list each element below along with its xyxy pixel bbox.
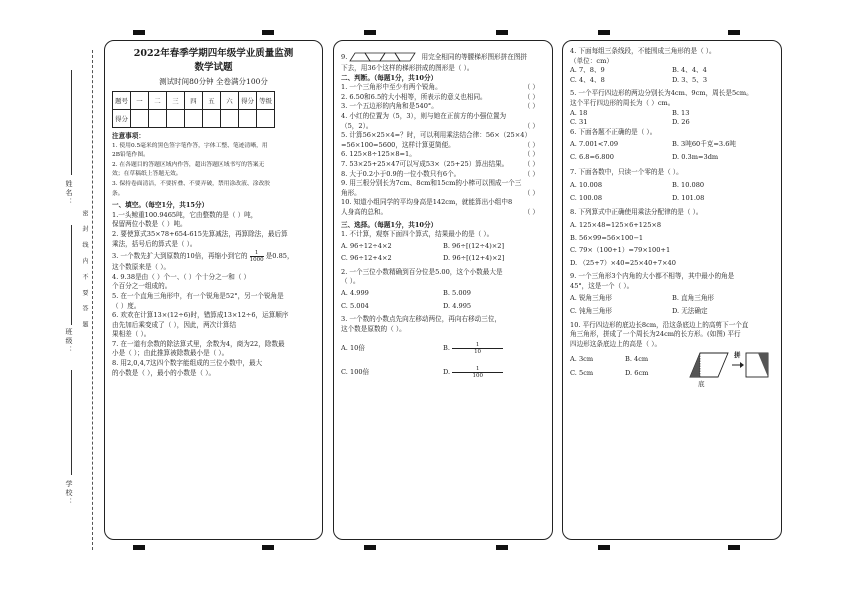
option[interactable]: B. 96÷[(12÷4)×2] — [443, 241, 505, 250]
registration-mark — [598, 30, 610, 35]
answer-paren[interactable]: （ ） — [523, 83, 539, 92]
question-text: 是0.85， — [265, 252, 294, 261]
judge-text: 9. 用三根分别长为7cm、8cm和15cm的小棒可以围成一个三 — [341, 179, 522, 188]
note-line: 1. 使用0.5毫米的黑色签字笔作答，字体工整、笔迹清晰，用 — [112, 142, 268, 149]
option[interactable]: A. 7、8、9 — [570, 66, 605, 75]
option-row — [570, 109, 774, 119]
question-line: 角三角形，拼成了一个周长为24cm的长方形。(如图) 平行 — [570, 330, 741, 339]
question-line: 3. 一个数的小数点先向左移动两位，再向右移动三位， — [341, 315, 502, 324]
option[interactable]: B. 4cm — [625, 355, 649, 364]
question-line: 6. 下面各题不正确的是（ ）。 — [570, 127, 657, 136]
option[interactable]: D. 96÷[(12+4)×2] — [443, 254, 505, 263]
score-cell[interactable] — [203, 110, 221, 128]
option[interactable] — [443, 340, 545, 356]
option[interactable]: D. 4.995 — [443, 301, 472, 310]
page-panel-3 — [562, 40, 782, 540]
note-line: 条。 — [112, 190, 124, 197]
option[interactable]: B. 10.080 — [672, 181, 705, 190]
registration-mark — [728, 545, 740, 550]
fraction-numerator: 1 — [452, 366, 503, 373]
judge-text: 1. 一个三角形中至少有两个锐角。 — [341, 83, 442, 92]
fraction-numerator: 1 — [452, 342, 503, 349]
answer-paren[interactable]: （ ） — [523, 140, 539, 149]
question-line: 果相差（ ）。 — [112, 330, 151, 339]
option[interactable]: A. 125×48=125×6+125×8 — [570, 220, 662, 229]
option[interactable]: B. 13 — [672, 108, 690, 117]
option-row — [341, 254, 545, 264]
option[interactable] — [443, 364, 545, 380]
score-table — [112, 91, 275, 128]
option[interactable]: C. 6.8=6.800 — [570, 152, 614, 161]
answer-paren[interactable]: （ ） — [523, 169, 539, 178]
question-text: 用完全相同的等腰梯形图形拼在图拼 — [421, 53, 528, 61]
question-line: 6. 欢欢在计算13×(12÷6)时，错算成13×12÷6，运算顺序 — [112, 311, 289, 320]
score-header: 五 — [203, 92, 221, 110]
option-row — [570, 181, 774, 191]
answer-paren[interactable]: （ ） — [523, 121, 539, 130]
name-line — [71, 70, 72, 175]
exam-subtitle: 数学试题 — [194, 62, 233, 73]
judge-item — [341, 189, 545, 199]
question-line-with-figure — [341, 50, 545, 64]
score-row-label: 得分 — [113, 110, 131, 128]
option-row — [570, 355, 680, 365]
answer-paren[interactable]: （ ） — [523, 188, 539, 197]
option[interactable]: C. 79×（100+1）=79×100+1 — [570, 246, 671, 255]
question-line: 个百分之一组成的。 — [112, 282, 172, 291]
option-row — [570, 294, 774, 304]
score-cell[interactable] — [167, 110, 185, 128]
question-line: 7. 下面各数中，只读一个零的是（ ）。 — [570, 167, 683, 176]
answer-paren[interactable]: （ ） — [523, 207, 539, 216]
option-row — [341, 302, 545, 312]
option[interactable]: B. 4、4、4 — [672, 66, 707, 75]
option-row — [570, 194, 774, 204]
registration-mark — [262, 30, 274, 35]
school-line — [71, 370, 72, 475]
judge-item — [341, 131, 545, 141]
judge-item — [341, 93, 545, 103]
question-line: 由先加后乘变成了（ ），因此，两次计算结 — [112, 320, 237, 329]
school-label: 学校： — [65, 480, 73, 507]
notes-title: 注意事项： — [112, 132, 145, 140]
registration-mark — [496, 545, 508, 550]
seal-line-text: 密 封 线 内 不 要 答 题 — [81, 210, 88, 332]
option[interactable]: D. 3、5、3 — [672, 75, 708, 84]
exam-title: 2022年春季学期四年级学业质量监测 — [133, 48, 294, 59]
option[interactable]: B. 56×99=56×100−1 — [570, 233, 644, 242]
question-line: 1. 不计算，观察下面四个算式，结果最小的是（ ）。 — [341, 230, 494, 239]
fraction-denominator: 100 — [472, 372, 484, 379]
note-line: 效；在草稿纸上答题无效。 — [112, 171, 182, 178]
registration-mark — [262, 545, 274, 550]
option-row — [341, 364, 545, 380]
score-cell[interactable] — [149, 110, 167, 128]
answer-paren[interactable]: （ ） — [523, 150, 539, 159]
option[interactable]: C. 100.08 — [570, 193, 603, 202]
seal-line — [92, 50, 93, 550]
option[interactable] — [341, 364, 443, 380]
score-cell[interactable] — [221, 110, 239, 128]
option[interactable] — [341, 340, 443, 356]
question-line: 7. 在一道有余数的除法算式里，余数为4，商为22，除数最 — [112, 339, 285, 348]
judge-text: 4. 小红的位置为（5，3），则与她在正前方的小强位置为 — [341, 111, 507, 120]
score-cell[interactable] — [257, 110, 275, 128]
score-header: 得分 — [239, 92, 257, 110]
question-line: 1.一头鲸重100.9465吨，它由整数的是（ ）吨， — [112, 210, 258, 219]
question-line: 这个数原来是（ ）。 — [112, 263, 171, 272]
page-panel-2 — [333, 40, 553, 540]
score-row — [113, 110, 275, 128]
question-line: （ ）度。 — [112, 301, 141, 310]
option-row — [570, 140, 774, 150]
class-label: 班级： — [65, 328, 73, 355]
note-line: 3. 保持卷面清洁，不要折叠、不要弄破，禁用涂改液、涂改胶 — [112, 180, 271, 187]
fraction — [452, 342, 503, 355]
judge-text: 7. 53×25+25×47可以写成53×（25+25）算出结果。 — [341, 159, 509, 168]
option[interactable]: C. 31 — [570, 118, 588, 127]
option[interactable]: D. （25+7）×40=25×40+7×40 — [570, 258, 676, 267]
section-judge-title: 二、判断。（每题1分，共10分） — [341, 73, 438, 82]
score-header: 四 — [185, 92, 203, 110]
score-header: 三 — [167, 92, 185, 110]
note-line: 2B铅笔作图。 — [112, 152, 149, 159]
option-text: D. — [443, 368, 451, 377]
score-header: 题号 — [113, 92, 131, 110]
option[interactable]: D. 无法确定 — [672, 307, 708, 316]
judge-item — [341, 83, 545, 93]
class-line — [71, 225, 72, 325]
question-line: 4. 9.38是由（ ）个一、（ ）个十分之一和（ ） — [112, 272, 251, 281]
question-line: 这个数是原数的（ ）。 — [341, 324, 406, 333]
judge-item — [341, 179, 545, 189]
binding-sidebar — [40, 40, 100, 560]
answer-paren[interactable]: （ ） — [523, 92, 539, 101]
option-row — [570, 66, 774, 76]
page-panel-1 — [104, 40, 323, 540]
judge-text: 2. 6.50和6.5的大小相等，所表示的意义也相同。 — [341, 92, 487, 101]
question-line: 5. 在一个直角三角形中，有一个锐角是52°，另一个锐角是 — [112, 291, 284, 300]
option[interactable]: C. 5cm — [570, 369, 594, 378]
registration-mark — [364, 545, 376, 550]
option[interactable]: A. 10.008 — [570, 181, 603, 190]
fraction — [452, 366, 503, 379]
option-text: A. 10倍 — [341, 344, 365, 353]
score-header: 一 — [131, 92, 149, 110]
question-line: 这个平行四边形的周长为（ ）cm。 — [570, 98, 675, 107]
judge-text: 3. 一个五边形的内角和是540°。 — [341, 102, 438, 111]
option-row — [341, 340, 545, 356]
score-header-row — [113, 92, 275, 110]
judge-item — [341, 112, 545, 122]
score-header: 等级 — [257, 92, 275, 110]
registration-mark — [598, 545, 610, 550]
registration-mark — [364, 30, 376, 35]
section-choice-title: 三、选择。（每题1分，共10分） — [341, 220, 438, 229]
question-line: 乘法，括号后的算式是（ ）。 — [112, 239, 197, 248]
answer-paren[interactable]: （ ） — [523, 102, 539, 111]
question-line: （ ）。 — [341, 277, 360, 286]
fraction-denominator: 10 — [474, 348, 482, 355]
judge-text: （5，2）。 — [341, 121, 373, 130]
question-line: 45°，这是一个（ ）。 — [570, 281, 634, 290]
figure-label-base: 底 — [698, 380, 705, 389]
judge-text: 角形。 — [341, 188, 361, 197]
judge-item — [341, 150, 545, 160]
question-line: （单位：cm） — [570, 56, 613, 65]
option-text: C. 100倍 — [341, 368, 370, 377]
option[interactable]: A. 7.001<7.09 — [570, 140, 619, 149]
question-line: 8. 用2,0,4,7这四个数字能组成的三位小数中，最大 — [112, 359, 263, 368]
option[interactable]: C. 5.004 — [341, 301, 369, 310]
option[interactable]: A. 96÷12÷4×2 — [341, 241, 392, 250]
option-row — [570, 76, 774, 86]
option[interactable]: C. 96÷12+4×2 — [341, 254, 392, 263]
question-text: 3. 一个数先扩大到原数的10倍，再缩小到它的 — [112, 252, 248, 261]
option[interactable]: A. 锐角三角形 — [570, 294, 612, 303]
question-number: 9. — [341, 53, 348, 61]
judge-item — [341, 208, 545, 218]
fraction-denominator: 1000 — [249, 256, 264, 263]
option[interactable]: A. 18 — [570, 108, 588, 117]
question-line-with-fraction — [112, 249, 315, 263]
question-line: 2. 要使算式35×78+654-615先算减法，再算除法，最后算 — [112, 229, 288, 238]
question-line: 小是（ ）；由此推算被除数最小是（ ）。 — [112, 349, 229, 358]
option-row — [570, 118, 774, 128]
judge-text: 6. 125×8÷125×8=1。 — [341, 150, 416, 159]
option-row — [341, 242, 545, 252]
question-line: 的小数是（ ），最小的小数是（ ）。 — [112, 368, 216, 377]
question-line: 4. 下面每组三条线段，不能围成三角形的是（ ）。 — [570, 47, 716, 55]
option[interactable]: C. 4、4、8 — [570, 75, 605, 84]
score-cell[interactable] — [131, 110, 149, 128]
judge-item — [341, 122, 545, 132]
note-line: 2. 在各题目的答题区域内作答，超出答题区域书写的答案无 — [112, 161, 265, 168]
question-line: 四边形这条底边上的高是（ ）。 — [570, 339, 662, 348]
score-cell[interactable] — [185, 110, 203, 128]
option[interactable]: D. 101.08 — [672, 193, 705, 202]
question-line: 9. 一个三角形3个内角的大小都不相等，其中最小的角是 — [570, 272, 735, 281]
score-cell[interactable] — [239, 110, 257, 128]
judge-text: 8. 大于0.2小于0.9的一位小数只有6个。 — [341, 169, 461, 178]
option[interactable]: A. 3cm — [570, 355, 594, 364]
judge-text: 人身高的总和。 — [341, 207, 388, 216]
judge-text: 10. 知道小组同学的平均身高是142cm，就能算出小组中8 — [341, 198, 513, 207]
option[interactable]: B. 3吨60千克=3.6吨 — [672, 140, 737, 149]
question-line: 下去，用36个这样的梯形拼成的图形是（ ）。 — [341, 64, 474, 72]
name-label: 姓名： — [65, 180, 73, 207]
question-line: 8. 下列算式中正确使用乘法分配律的是（ ）。 — [570, 208, 703, 217]
answer-paren[interactable]: （ ） — [523, 159, 539, 168]
registration-mark — [133, 30, 145, 35]
figure-label-combine: 拼 — [734, 351, 741, 360]
judge-item — [341, 198, 545, 208]
judge-item — [341, 141, 545, 151]
question-line: 2. 一个三位小数精确到百分位是5.00，这个小数最大是 — [341, 267, 503, 276]
score-header: 二 — [149, 92, 167, 110]
option[interactable]: A. 4.999 — [341, 289, 369, 298]
fraction-numerator: 1 — [250, 250, 264, 257]
score-header: 六 — [221, 92, 239, 110]
option[interactable]: C. 钝角三角形 — [570, 307, 612, 316]
registration-mark — [728, 30, 740, 35]
judge-item — [341, 102, 545, 112]
question-line: 10. 平行四边形的底边长8cm，沿这条底边上的高剪下一个直 — [570, 320, 749, 329]
option[interactable]: D. 26 — [672, 118, 690, 127]
option[interactable]: B. 直角三角形 — [672, 294, 715, 303]
option-row — [341, 289, 545, 299]
question-line: 保留两位小数是（ ）吨。 — [112, 220, 187, 229]
registration-mark — [496, 30, 508, 35]
option[interactable]: B. 5.009 — [443, 289, 471, 298]
fraction — [250, 250, 264, 263]
option-row — [570, 153, 774, 163]
judge-text: 5. 计算56×25×4=？时，可以利用乘法结合律：56×（25×4） — [341, 131, 532, 140]
judge-item — [341, 160, 545, 170]
trapezoid-chain-figure — [349, 52, 419, 62]
exam-meta: 测试时间80分钟 全卷满分100分 — [159, 77, 268, 86]
judge-text: =56×100=5600，这样计算更简便。 — [341, 140, 455, 149]
option-text: B. — [443, 344, 450, 353]
option-row — [570, 307, 774, 317]
option-row — [570, 369, 680, 379]
option[interactable]: D. 6cm — [625, 369, 649, 378]
q10-answer-area — [570, 349, 774, 391]
section-fill-in-title: 一、填空。（每空1分，共15分） — [112, 201, 209, 210]
option[interactable]: D. 0.3m=3dm — [672, 152, 719, 161]
judge-item — [341, 170, 545, 180]
question-line: 5. 一个平行四边形的两边分别长为4cm、9cm，周长是5cm。 — [570, 89, 753, 98]
registration-mark — [133, 545, 145, 550]
